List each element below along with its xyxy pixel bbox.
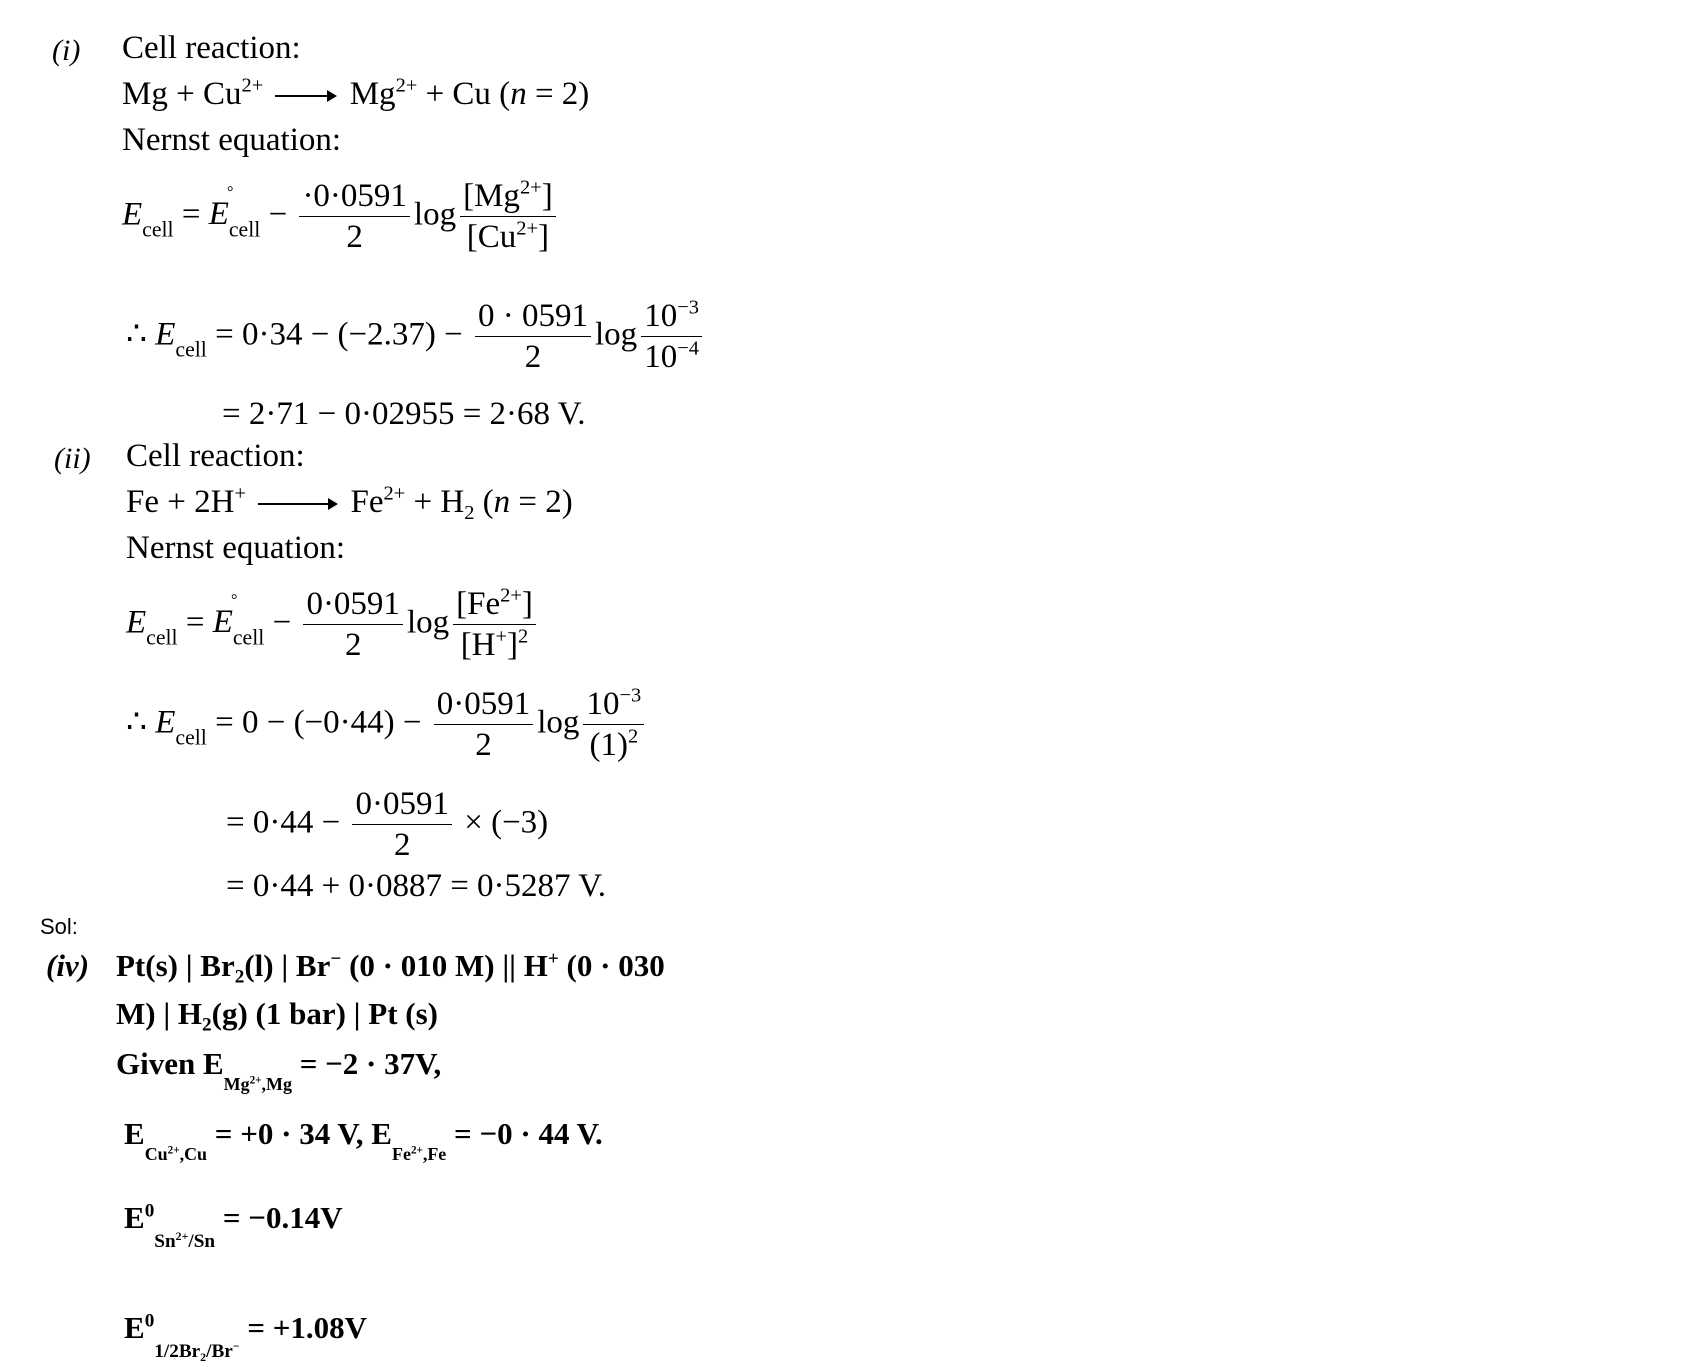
part-ii-eq3: = 0·44 − $\frac{0\cdot 0591}{2}$ × (−3): [226, 786, 549, 864]
part-ii-heading: Cell reaction:: [126, 438, 305, 474]
part-ii-label: (ii): [54, 442, 91, 475]
part-i-eq2: ∴ $E_{cell} = 0\cdot 34 - (-2.37)$ − $\frac{0 \cdot 0591}{2}$ log $\frac{10^{-3}}{10^{-4}}$: [126, 298, 706, 376]
reaction-arrow-icon: [258, 484, 338, 521]
part-ii-eq2: ∴ $E_{cell} = 0 - (-0\cdot 44)$ − $\frac{0\cdot 0591}{2}$ log $\frac{10^{-3}}{(1)^2}$: [126, 686, 648, 764]
part-ii-reaction: Fe + 2H+ $Fe^{2+} + H_2$ (n = 2): [126, 482, 573, 525]
part-i-nernst-label: Nernst equation:: [122, 122, 342, 158]
given-cu-fe-potential: $E_{Cu^{2+},Cu} = +0 \cdot 34$ V, $E_{Fe^{2+},Fe} = -0 \cdot 44$ V.: [124, 1116, 603, 1165]
part-iv-cell-line2: M) | $H_2(g)$ (1 bar) | Pt (s): [116, 996, 438, 1036]
part-iv-cell-line1: Pt(s) | $Br_2(l)$ | Br− (0 · 010 M) || H+ (0 · 030: [116, 948, 665, 988]
given-br-potential: $E^0_{1/2Br_2/Br^-} = +1.08V$: [124, 1310, 368, 1365]
part-iv-label: (iv): [46, 948, 90, 983]
part-i-eq1: $E_{cell} = E$ ° $_{cell}$ − $\frac{\cdot 0\cdot 0591}{2}$ log $\frac{[Mg^{2+}]}{[Cu^{2+}]}$: [122, 178, 560, 256]
sol-label: Sol:: [40, 914, 78, 939]
part-ii-nernst-label: Nernst equation:: [126, 530, 346, 566]
part-i-label: (i): [52, 34, 81, 67]
part-i-reaction: $Mg + Cu^{2+}$ $Mg^{2+} + Cu$ (n = 2): [122, 74, 590, 112]
given-mg-potential: Given $E_{Mg^{2+},Mg} = -2 \cdot 37V$,: [116, 1046, 442, 1095]
part-i-heading: Cell reaction:: [122, 30, 301, 66]
part-i-eq3: = 2·71 − 0·02955 = 2·68 V.: [222, 396, 586, 432]
part-ii-eq4: = 0·44 + 0·0887 = 0·5287 V.: [226, 868, 607, 904]
part-ii-eq1: $E_{cell} = E$ ° $_{cell}$ − $\frac{0\cdot 0591}{2}$ log $\frac{[Fe^{2+}]}{[H^+]^2}$: [126, 586, 540, 664]
given-sn-potential: $E^0_{Sn^{2+}/Sn} = -0.14V$: [124, 1200, 343, 1253]
reaction-arrow-icon: [275, 76, 337, 113]
